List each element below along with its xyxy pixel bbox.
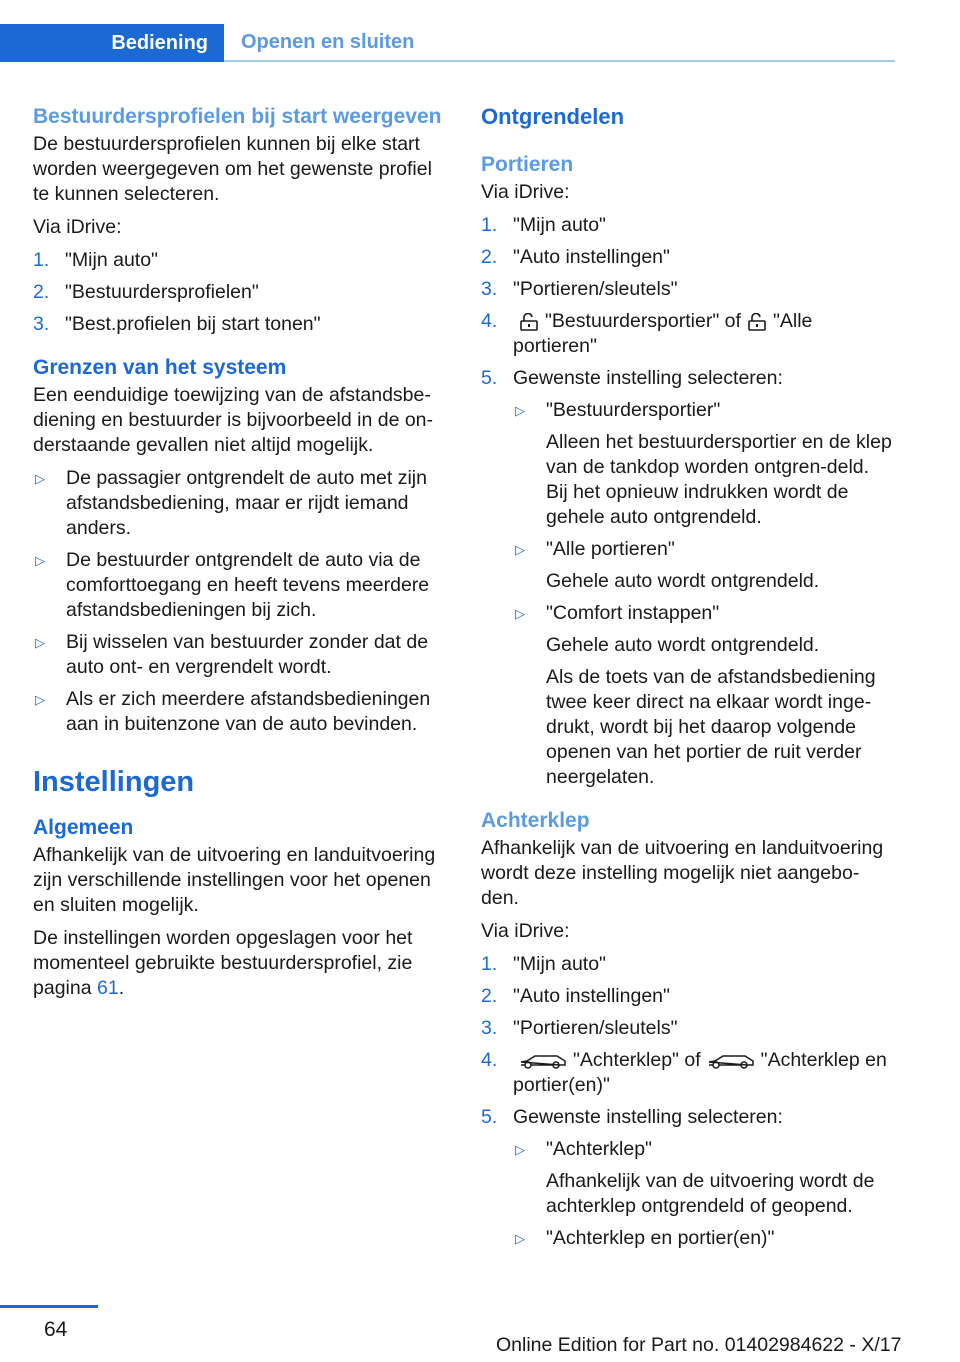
footer-rule	[0, 1305, 98, 1308]
tailgate-options	[513, 1137, 895, 1251]
bullet-triangle-icon: ▷	[35, 692, 45, 707]
header-tabs	[0, 24, 895, 62]
tab-bediening[interactable]: Bediening	[0, 24, 224, 62]
list-item: ▷ "Achterklep" Afhankelijk van de uitvoering wordt de achterklep ontgrendeld of geopend.	[515, 1138, 875, 1217]
settings-heading: Instellingen	[33, 766, 195, 798]
list-item: 3. "Best.profielen bij start tonen"	[33, 313, 321, 335]
bullet-triangle-icon: ▷	[35, 471, 45, 486]
bullet-triangle-icon: ▷	[515, 606, 525, 621]
list-item: 2. "Bestuurdersprofielen"	[33, 281, 259, 303]
list-item: ▷ Bij wisselen van bestuurder zonder dat de auto ont- en vergrendelt wordt.	[35, 631, 429, 678]
profiles-heading: Bestuurdersprofielen bij start weergeven	[33, 105, 442, 128]
tailgate-heading: Achterklep	[481, 809, 590, 832]
bullet-triangle-icon: ▷	[515, 1142, 525, 1157]
tailgate-steps	[481, 952, 895, 1251]
bullet-triangle-icon: ▷	[515, 1231, 525, 1246]
list-item: ▷ De passagier ontgrendelt de auto met zijn afstandsbediening, maar er rijdt iemand anders.	[35, 467, 427, 539]
profiles-via: Via iDrive:	[33, 216, 122, 238]
list-item: 5. Gewenste instelling selecteren: ▷ "Achterklep" Afhankelijk van de uitvoering wordt de achterklep ontgrendeld of geopend. ▷ "Achterklep en portier(en)"	[481, 1105, 895, 1251]
car-tailgate-icon	[707, 1052, 755, 1070]
profiles-steps	[33, 248, 447, 337]
list-item: 3. "Portieren/sleutels"	[481, 1017, 678, 1039]
bullet-triangle-icon: ▷	[515, 542, 525, 557]
door-options	[513, 398, 895, 790]
list-item: ▷ De bestuurder ontgrendelt de auto via de comforttoegang en heeft tevens meerdere afstandsbedieningen bij zich.	[35, 549, 430, 621]
doors-via: Via iDrive:	[481, 181, 570, 203]
unlock-padlock-icon	[519, 313, 539, 331]
car-tailgate-icon	[519, 1052, 567, 1070]
doors-heading: Portieren	[481, 153, 574, 176]
limits-heading: Grenzen van het systeem	[33, 356, 287, 379]
tailgate-paragraph: Afhankelijk van de uitvoering en landuitvoering wordt deze instelling mogelijk niet aangebo-den.	[481, 837, 884, 909]
list-item: 1. "Mijn auto"	[481, 953, 606, 975]
bullet-triangle-icon: ▷	[35, 635, 45, 650]
list-item: ▷ "Comfort instappen" Gehele auto wordt ontgrendeld. Als de toets van de afstandsbediening twee keer direct na elkaar wordt inge-drukt, wordt bij het daarop volgende openen van het portier de ruit verder neergelaten.	[515, 602, 876, 788]
limits-bullets	[33, 466, 447, 737]
general-heading: Algemeen	[33, 816, 134, 839]
profiles-paragraph: De bestuurdersprofielen kunnen bij elke start worden weergegeven om het gewenste profiel te kunnen selecteren.	[33, 133, 432, 205]
unlock-padlock-icon	[747, 313, 767, 331]
bullet-triangle-icon: ▷	[35, 553, 45, 568]
tailgate-via: Via iDrive:	[481, 920, 570, 942]
list-item: ▷ "Achterklep en portier(en)"	[515, 1227, 775, 1249]
doors-steps	[481, 213, 895, 790]
list-item: 2. "Auto instellingen"	[481, 246, 670, 268]
list-item: 4. "Bestuurdersportier" of "Alle portieren"	[481, 310, 813, 357]
edition-note: Online Edition for Part no. 01402984622 - X/17	[496, 1334, 902, 1356]
tab-openen-en-sluiten[interactable]: Openen en sluiten	[224, 24, 895, 62]
list-item: ▷ "Alle portieren" Gehele auto wordt ontgrendeld.	[515, 538, 820, 592]
page-number: 64	[44, 1318, 68, 1341]
list-item: ▷ Als er zich meerdere afstandsbedieningen aan in buitenzone van de auto bevinden.	[35, 688, 431, 735]
left-column	[33, 104, 447, 1009]
list-item: 4. "Achterklep" of "Achterklep en portier(en)"	[481, 1049, 887, 1096]
list-item: ▷ "Bestuurdersportier" Alleen het bestuurdersportier en de klep van de tankdop worden ontgren-deld. Bij het opnieuw indrukken wordt de gehele auto ontgrendeld.	[515, 399, 892, 528]
list-item: 1. "Mijn auto"	[33, 249, 158, 271]
page-link[interactable]: 61	[96, 977, 119, 999]
right-column	[481, 104, 895, 1259]
unlock-heading: Ontgrendelen	[481, 104, 625, 129]
bullet-triangle-icon: ▷	[515, 403, 525, 418]
limits-paragraph: Een eenduidige toewijzing van de afstandsbe-diening en bestuurder is bijvoorbeeld in de on-derstaande gevallen niet altijd mogelijk.	[33, 384, 434, 456]
list-item: 3. "Portieren/sleutels"	[481, 278, 678, 300]
list-item: 5. Gewenste instelling selecteren: ▷ "Bestuurdersportier" Alleen het bestuurdersportier en de klep van de tankdop worden ontgren-deld. Bij het opnieuw indrukken wordt de gehele auto ontgrendeld. ▷ "Alle portieren" Gehele auto wordt ontgrendeld. ▷ "Comfort instappen" Gehele auto wordt ontgrendeld. Als de toets van de afstandsbediening twee keer direct na elkaar wordt inge-drukt, wordt bij het daarop volgende openen van het portier de ruit verder neergelaten.	[481, 366, 895, 790]
list-item: 1. "Mijn auto"	[481, 214, 606, 236]
list-item: 2. "Auto instellingen"	[481, 985, 670, 1007]
general-paragraph-2: De instellingen worden opgeslagen voor het momenteel gebruikte bestuurdersprofiel, zie pagina 61.	[33, 927, 413, 999]
general-paragraph: Afhankelijk van de uitvoering en landuitvoering zijn verschillende instellingen voor het openen en sluiten mogelijk.	[33, 844, 436, 916]
